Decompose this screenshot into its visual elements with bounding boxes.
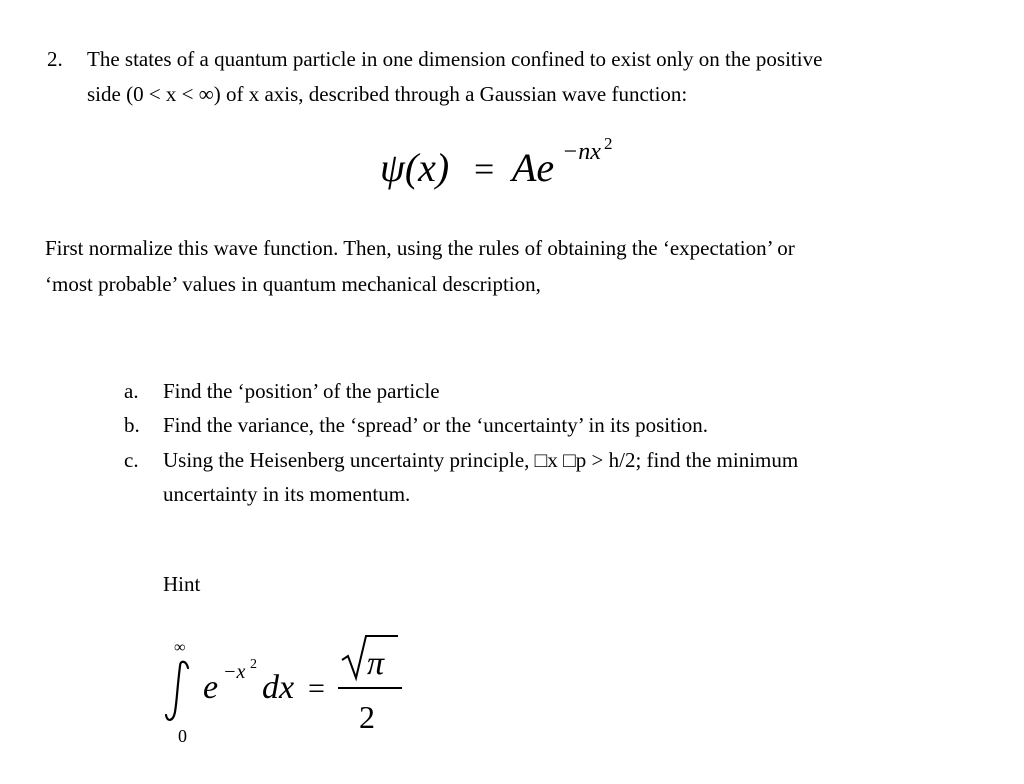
part-c-label: c.	[124, 448, 139, 472]
part-a-text: Find the ‘position’ of the particle	[163, 379, 440, 403]
wave-function-equals: =	[474, 149, 495, 189]
integral-equals: =	[308, 672, 325, 705]
part-c-text-line-2: uncertainty in its momentum.	[163, 482, 411, 506]
question-text-line-1: The states of a quantum particle in one dimension confined to exist only on the positive	[87, 47, 823, 71]
fraction-numerator: π	[367, 645, 385, 682]
intro-line-1: First normalize this wave function. Then, using the rules of obtaining the ‘expectation’ or	[45, 236, 795, 260]
part-b-text: Find the variance, the ‘spread’ or the ‘uncertainty’ in its position.	[163, 413, 709, 437]
integral-lower-limit: 0	[178, 726, 187, 746]
integral-differential: dx	[262, 669, 295, 706]
hint-label: Hint	[163, 572, 201, 596]
integral-upper-limit: ∞	[174, 639, 186, 656]
part-c-text-line-1: Using the Heisenberg uncertainty principle, □x □p > h/2; find the minimum	[163, 448, 799, 472]
wave-function-rhs-base: Ae	[512, 145, 555, 190]
question-text-line-2: side (0 < x < ∞) of x axis, described through a Gaussian wave function:	[87, 82, 688, 106]
part-a-label: a.	[124, 379, 139, 403]
hint-integral-formula	[160, 630, 460, 760]
integral-sign-icon	[166, 662, 188, 720]
wave-function-exponent: −nx	[562, 139, 601, 165]
integrand-exponent: −x	[223, 661, 246, 683]
fraction-denominator: 2	[359, 699, 375, 735]
part-b-label: b.	[124, 413, 140, 437]
integrand-base: e	[203, 669, 219, 706]
wave-function-exponent-power: 2	[604, 135, 613, 153]
wave-function-lhs: ψ(x)	[380, 145, 450, 190]
integrand-exponent-power: 2	[250, 657, 257, 672]
wave-function-formula	[0, 135, 1024, 195]
intro-line-2: ‘most probable’ values in quantum mechanical description,	[45, 272, 541, 296]
question-number: 2.	[47, 47, 63, 71]
